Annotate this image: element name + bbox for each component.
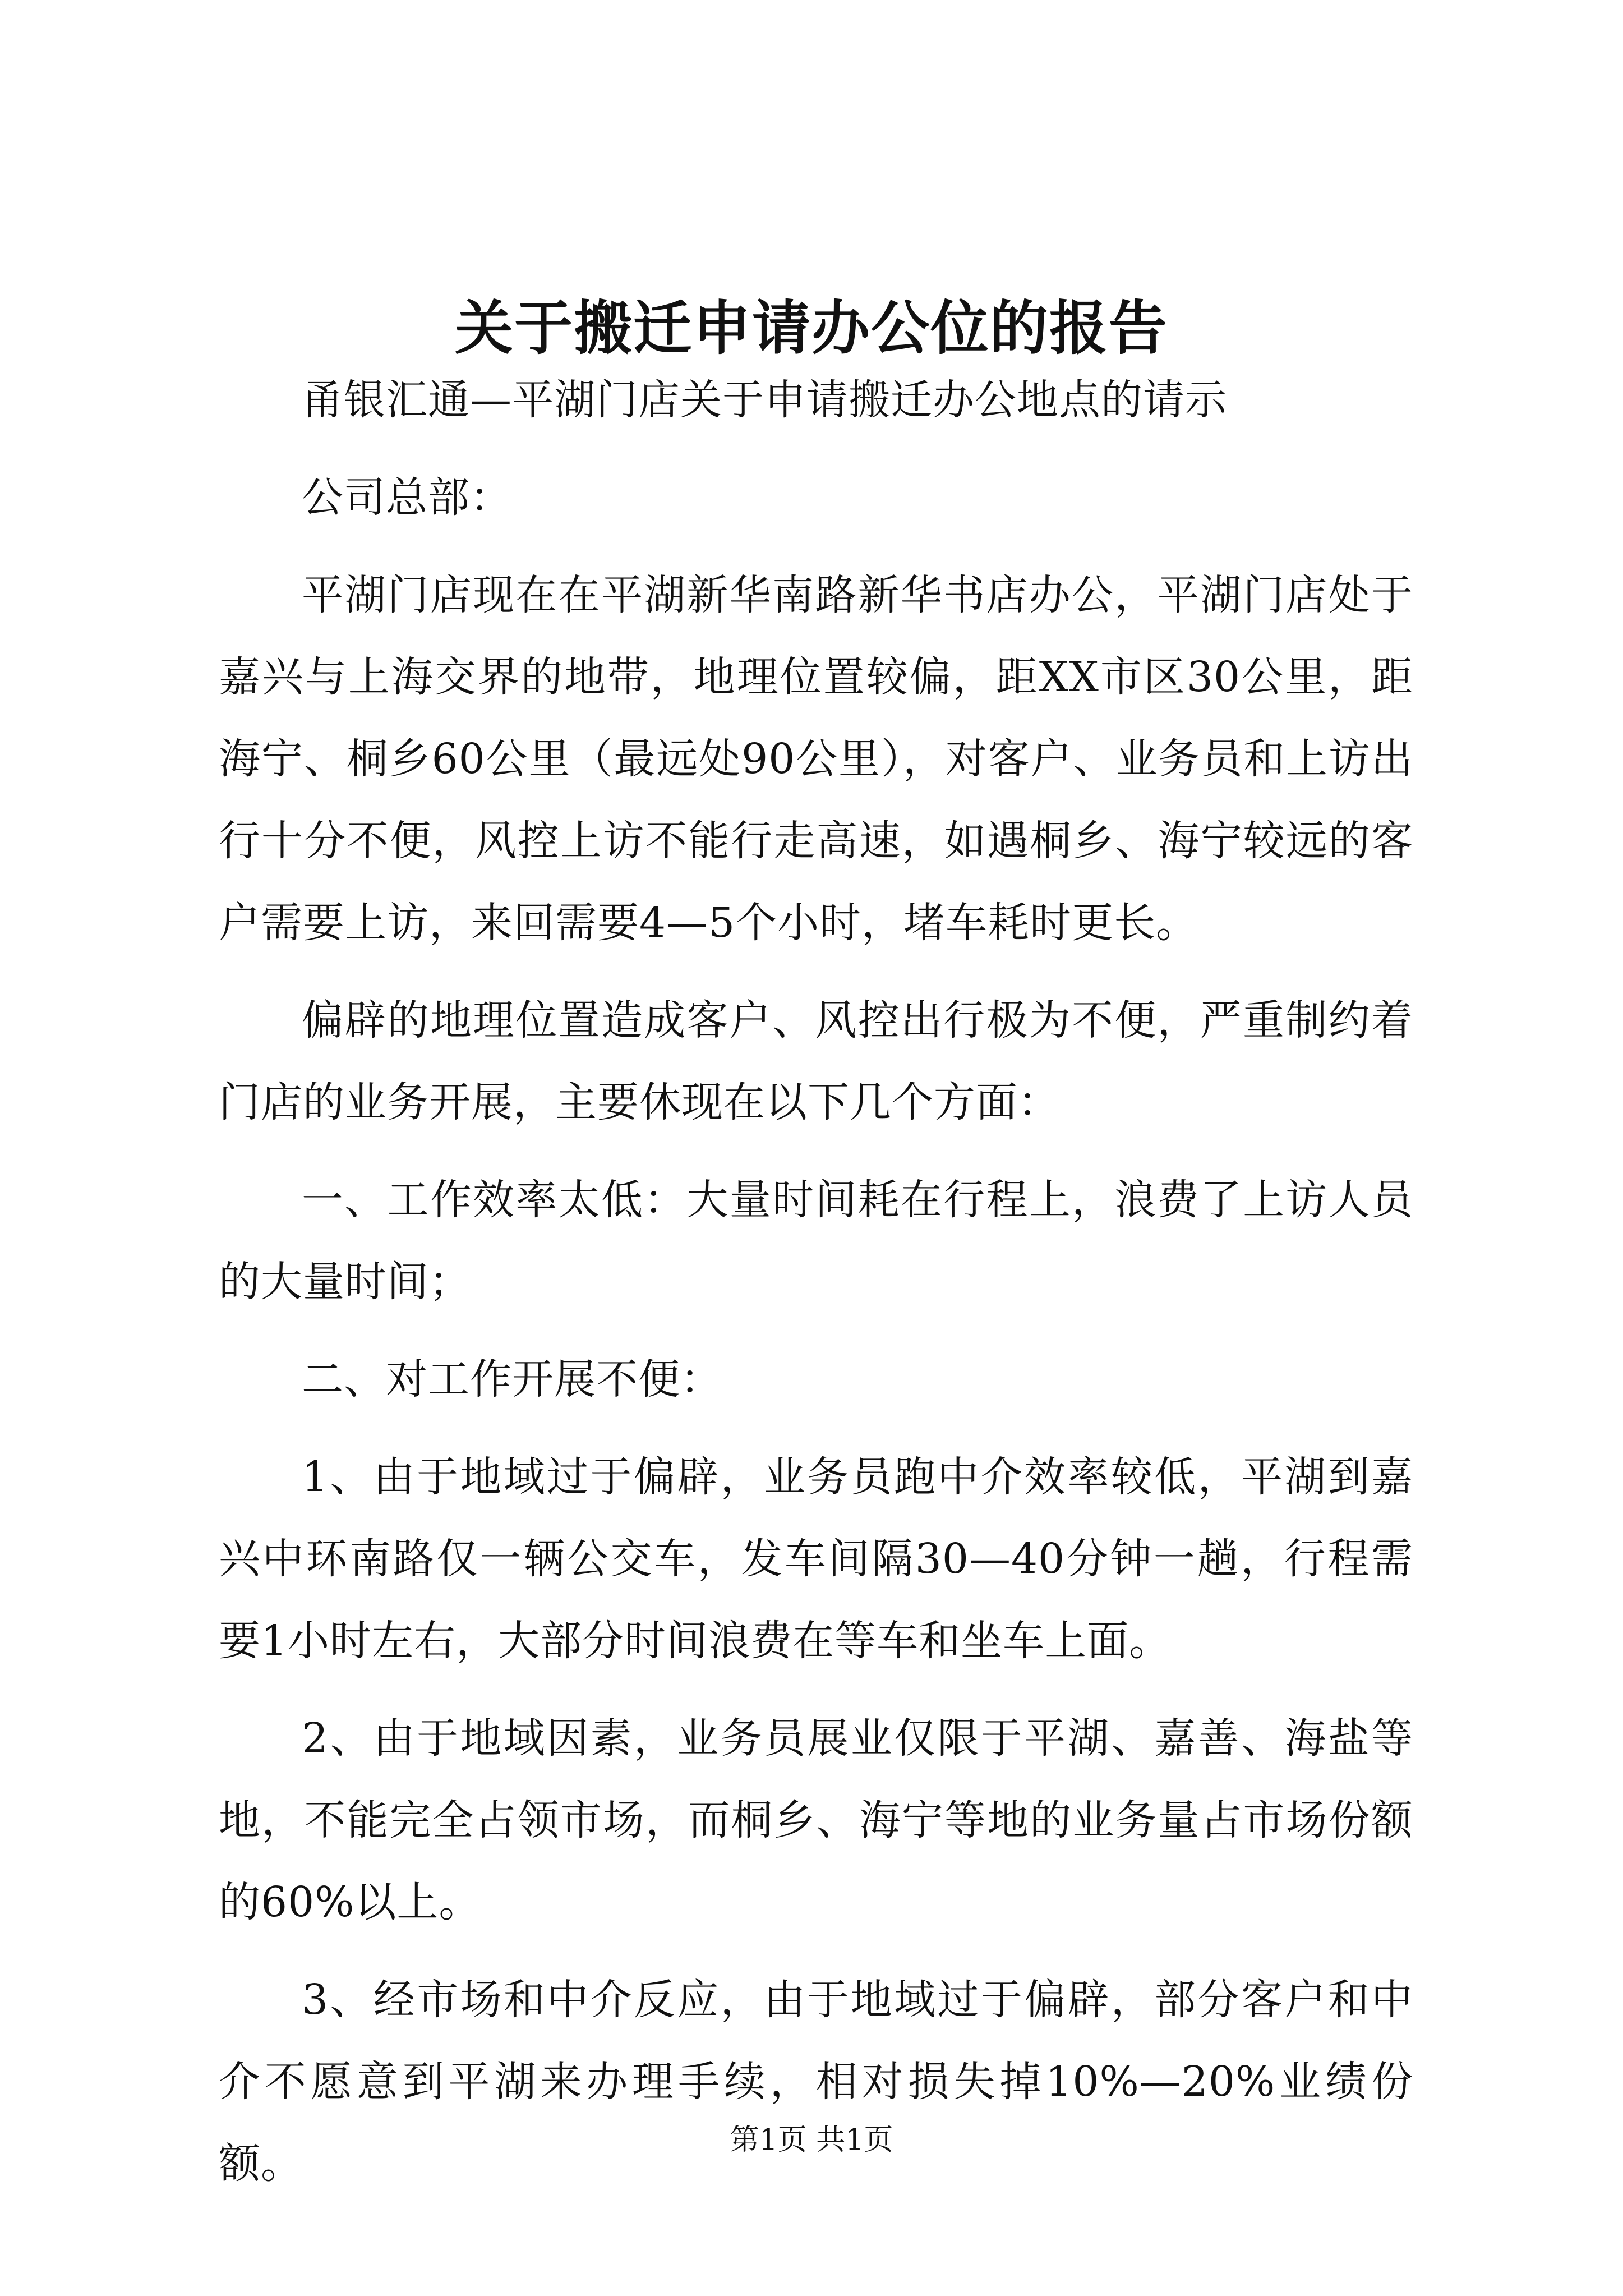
page-number-footer: 第1页 共1页 <box>730 2123 893 2157</box>
paragraph: 二、对工作开展不便： <box>302 1355 722 1404</box>
subtitle-line: 甬银汇通—平湖门店关于申请搬迁办公地点的请示 <box>302 376 1227 424</box>
paragraph: 3、经市场和中介反应，由于地域过于偏辟，部分客户和中介不愿意到平湖来办理手续，相对损失掉10%—20%业绩份额。 <box>219 1976 1413 2188</box>
salutation: 公司总部： <box>302 473 512 522</box>
document-body <box>219 359 1413 2220</box>
document-title: 关于搬迁申请办公位的报告 <box>454 293 1168 362</box>
paragraph: 2、由于地域因素，业务员展业仅限于平湖、嘉善、海盐等地，不能完全占领市场，而桐乡、海宁等地的业务量占市场份额的60%以上。 <box>219 1714 1413 1926</box>
paragraph: 偏辟的地理位置造成客户、风控出行极为不便，严重制约着门店的业务开展，主要休现在以下几个方面： <box>219 996 1413 1126</box>
paragraph: 一、工作效率太低：大量时间耗在行程上，浪费了上访人员的大量时间； <box>219 1176 1413 1306</box>
paragraph: 平湖门店现在在平湖新华南路新华书店办公，平湖门店处于嘉兴与上海交界的地带，地理位置较偏，距XX市区30公里，距海宁、桐乡60公里（最远处90公里），对客户、业务员和上访出行十分不便，风控上访不能行走高速，如遇桐乡、海宁较远的客户需要上访，来回需要4—5个小时，堵车耗时更长。 <box>219 571 1413 947</box>
paragraph: 1、由于地域过于偏辟，业务员跑中介效率较低，平湖到嘉兴中环南路仅一辆公交车，发车间隔30—40分钟一趟，行程需要1小时左右，大部分时间浪费在等车和坐车上面。 <box>219 1453 1413 1665</box>
